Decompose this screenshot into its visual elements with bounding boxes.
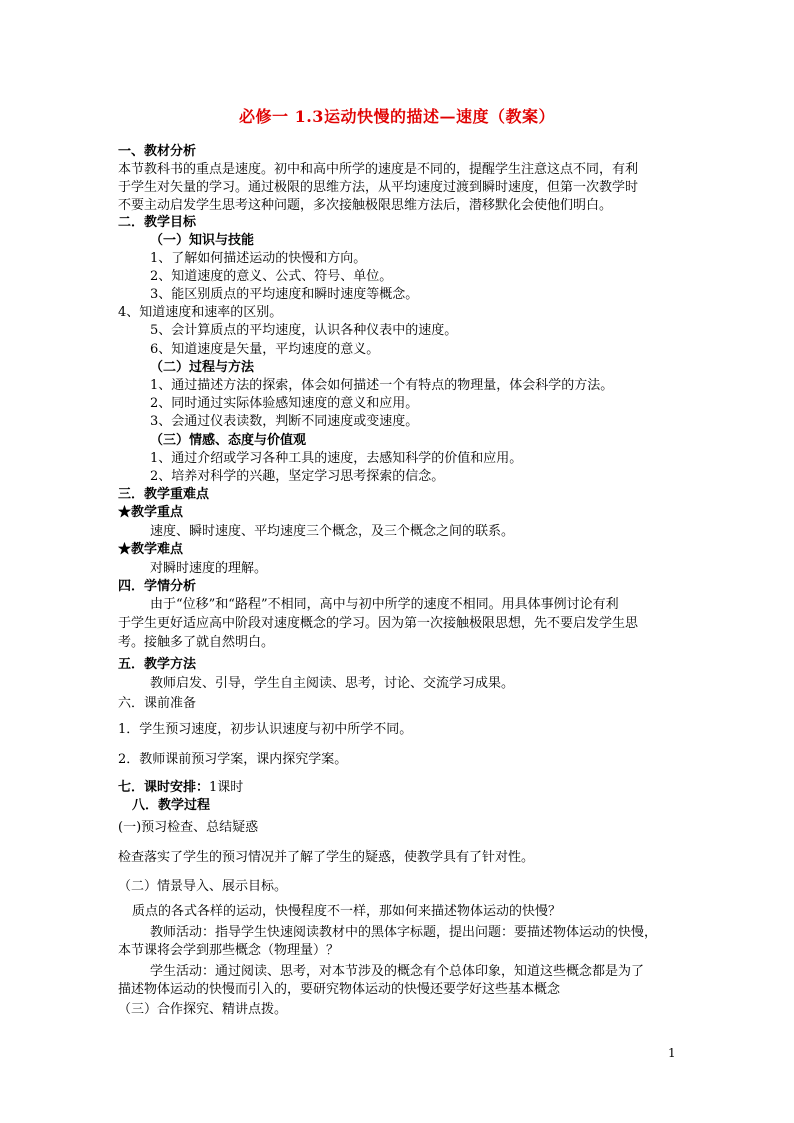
body-line xyxy=(118,819,258,837)
line-text: 五．教学方法 xyxy=(118,657,197,672)
line-text: 于学生对矢量的学习。通过极限的思维方法，从平均速度过渡到瞬时速度，但第一次教学时 xyxy=(118,180,639,195)
body-line xyxy=(118,942,339,960)
body-line xyxy=(150,286,418,304)
line-text: 三．教学重难点 xyxy=(118,487,210,502)
body-line xyxy=(118,849,534,867)
body-line xyxy=(150,395,418,413)
line-text: 本节课将会学到那些概念（物理量）？ xyxy=(118,943,340,958)
line-text: 二．教学目标 xyxy=(118,215,197,230)
body-line xyxy=(150,268,392,286)
line-text: 本节教科书的重点是速度。初中和高中所学的速度是不同的，提醒学生注意这点不同，有利 xyxy=(118,162,639,177)
line-text: 2、同时通过实际体验感知速度的意义和应用。 xyxy=(150,396,419,411)
body-line xyxy=(118,878,287,896)
body-line xyxy=(118,197,612,215)
body-line xyxy=(150,675,514,693)
body-line xyxy=(118,1001,287,1019)
section-heading xyxy=(118,541,183,559)
line-text: 2．教师课前预习学案，课内探究学案。 xyxy=(118,752,348,767)
body-line xyxy=(118,695,196,713)
line-text: 速度、瞬时速度、平均速度三个概念，及三个概念之间的联系。 xyxy=(150,524,515,539)
body-line xyxy=(118,179,638,197)
body-line xyxy=(118,634,274,652)
section-heading xyxy=(132,797,210,815)
line-text: 1、了解如何描述运动的快慢和方向。 xyxy=(150,251,367,266)
line-text: 不要主动启发学生思考这种问题，多次接触极限思维方法后，潜移默化会使他们明白。 xyxy=(118,198,613,213)
body-line xyxy=(118,981,560,999)
line-text: （一）知识与技能 xyxy=(150,233,255,248)
body-line xyxy=(150,413,418,431)
body-line xyxy=(150,963,644,981)
body-line xyxy=(150,560,267,578)
section-heading xyxy=(118,486,209,504)
body-line xyxy=(150,523,514,541)
body-line xyxy=(118,161,638,179)
line-text: （二）情景导入、展示目标。 xyxy=(118,879,288,894)
line-text: （三）情感、态度与价值观 xyxy=(150,433,307,448)
line-text: (一)预习检查、总结疑惑 xyxy=(118,820,259,835)
line-text: 3、会通过仪表读数，判断不同速度或变速度。 xyxy=(150,414,419,429)
body-line xyxy=(118,751,347,769)
body-line xyxy=(150,596,619,614)
line-text: 1、通过描述方法的探索，体会如何描述一个有特点的物理量，体会科学的方法。 xyxy=(150,378,614,393)
line-text: 4、知道速度和速率的区别。 xyxy=(118,305,283,320)
section-heading xyxy=(150,432,306,450)
line-text: 六．课前准备 xyxy=(118,696,197,711)
body-line xyxy=(132,903,561,921)
line-text: 6、知道速度是矢量，平均速度的意义。 xyxy=(150,342,380,357)
section-heading xyxy=(150,359,254,377)
line-text: 5、会计算质点的平均速度，认识各种仪表中的速度。 xyxy=(150,323,458,338)
line-text: 一、教材分析 xyxy=(118,144,197,159)
section-heading xyxy=(150,232,254,250)
body-line xyxy=(118,304,282,322)
body-line xyxy=(150,450,522,468)
section-heading xyxy=(118,656,196,674)
section-heading xyxy=(118,504,183,522)
line-text: 教师活动：指导学生快速阅读教材中的黑体字标题，提出问题：要描述物体运动的快慢， xyxy=(150,925,658,940)
page-number: 1 xyxy=(668,1046,676,1060)
body-line xyxy=(150,322,457,340)
line-text: 学生活动：通过阅读、思考，对本节涉及的概念有个总体印象，知道这些概念都是为了 xyxy=(150,964,645,979)
section-heading xyxy=(118,143,196,161)
body-line xyxy=(150,924,657,942)
line-text: ★教学重点 xyxy=(118,505,184,520)
line-text: 四．学情分析 xyxy=(118,579,197,594)
line-text: 由于“位移”和“路程”不相同，高中与初中所学的速度不相同。用具体事例讨论有利 xyxy=(150,597,619,612)
body-line xyxy=(118,721,412,739)
section-heading xyxy=(118,214,196,232)
line-text: 检查落实了学生的预习情况并了解了学生的疑惑，使教学具有了针对性。 xyxy=(118,850,535,865)
line-text: 七．课时安排： xyxy=(118,780,210,795)
line-text: 对瞬时速度的理解。 xyxy=(150,561,268,576)
body-line xyxy=(150,250,366,268)
body-line xyxy=(150,341,379,359)
body-line xyxy=(150,377,613,395)
section-heading xyxy=(118,578,196,596)
line-text: （三）合作探究、精讲点拨。 xyxy=(118,1002,288,1017)
line-text: 2、知道速度的意义、公式、符号、单位。 xyxy=(150,269,393,284)
line-text: 于学生更好适应高中阶段对速度概念的学习。因为第一次接触极限思想，先不要启发学生思 xyxy=(118,616,639,631)
line-text: （二）过程与方法 xyxy=(150,360,255,375)
line-text: 教师启发、引导，学生自主阅读、思考，讨论、交流学习成果。 xyxy=(150,676,515,691)
line-text: ★教学难点 xyxy=(118,542,184,557)
body-line xyxy=(118,615,638,633)
line-text: 质点的各式各样的运动，快慢程度不一样，那如何来描述物体运动的快慢？ xyxy=(132,904,562,919)
document-title: 必修一 1.3运动快慢的描述—速度（教案） xyxy=(239,107,555,126)
line-text: 1．学生预习速度，初步认识速度与初中所学不同。 xyxy=(118,722,413,737)
line-text: 描述物体运动的快慢而引入的，要研究物体运动的快慢还要学好这些基本概念 xyxy=(118,982,561,997)
line-text: 八．教学过程 xyxy=(132,798,211,813)
line-suffix: 1课时 xyxy=(209,780,244,795)
line-text: 3、能区别质点的平均速度和瞬时速度等概念。 xyxy=(150,287,419,302)
line-text: 2、培养对科学的兴趣，坚定学习思考探索的信念。 xyxy=(150,469,445,484)
line-text: 考。接触多了就自然明白。 xyxy=(118,635,275,650)
line-text: 1、通过介绍或学习各种工具的速度，去感知科学的价值和应用。 xyxy=(150,451,523,466)
body-line xyxy=(150,468,444,486)
section-heading xyxy=(118,779,243,797)
